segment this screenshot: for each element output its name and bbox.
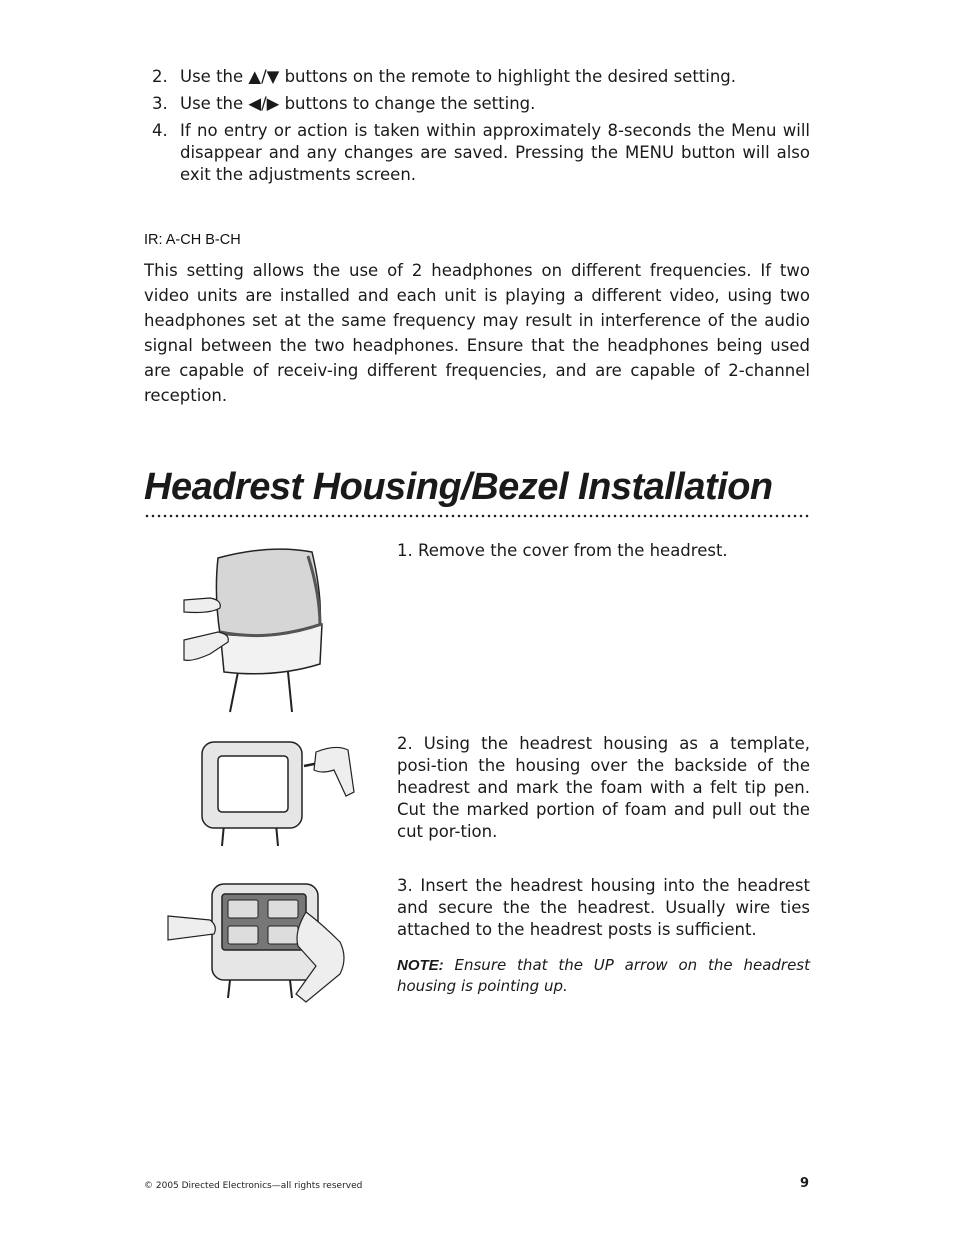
top-steps-list (152, 66, 810, 191)
step-text: If no entry or action is taken within approximately 8-seconds the Menu will disappear and any changes are saved. Pressing the MENU button will also exit the adjustments screen. (180, 121, 810, 184)
step-1-text: 1. Remove the cover from the headrest. (397, 541, 728, 560)
page-title: Headrest Housing/Bezel Installation (144, 466, 773, 508)
list-item (152, 93, 810, 115)
note-label: NOTE: (397, 957, 444, 974)
note-text: Ensure that the UP arrow on the headrest housing is pointing up. (397, 956, 810, 995)
mark-foam-illustration (196, 736, 358, 848)
step-text: Use the ▲/▼ buttons on the remote to highlight the desired setting. (180, 67, 737, 86)
copyright-footer: © 2005 Directed Electronics—all rights reserved (144, 1181, 363, 1191)
dotted-divider (144, 514, 810, 518)
step-2-text: 2. Using the headrest housing as a template, posi-tion the housing over the backside of the headrest and mark the foam with a felt tip pen. Cut the marked portion of foam and pull out the cut por-tion. (397, 734, 810, 841)
remove-cover-illustration (180, 544, 330, 714)
step-3-text: 3. Insert the headrest housing into the headrest and secure the the headrest. Usually wire ties attached to the headrest posts is sufficient. (397, 876, 810, 939)
page-number: 9 (800, 1176, 810, 1191)
step-number: 3. (152, 94, 168, 113)
note (397, 955, 810, 997)
insert-housing-illustration (166, 876, 348, 1004)
list-item (152, 66, 810, 88)
ir-body: This setting allows the use of 2 headphones on different frequencies. If two video units are installed and each unit is playing a different video, using two headphones set at the same frequency may result in interference of the audio signal between the two headphones. Ensure that the headphones being used are capable of receiv-ing different frequencies, and are capable of 2-channel reception. (144, 261, 810, 405)
ir-heading: IR: A-CH B-CH (144, 232, 241, 248)
list-item (152, 120, 810, 186)
step-number: 2. (152, 67, 168, 86)
step-text: Use the ◀/▶ buttons to change the setting. (180, 94, 536, 113)
step-number: 4. (152, 121, 168, 140)
